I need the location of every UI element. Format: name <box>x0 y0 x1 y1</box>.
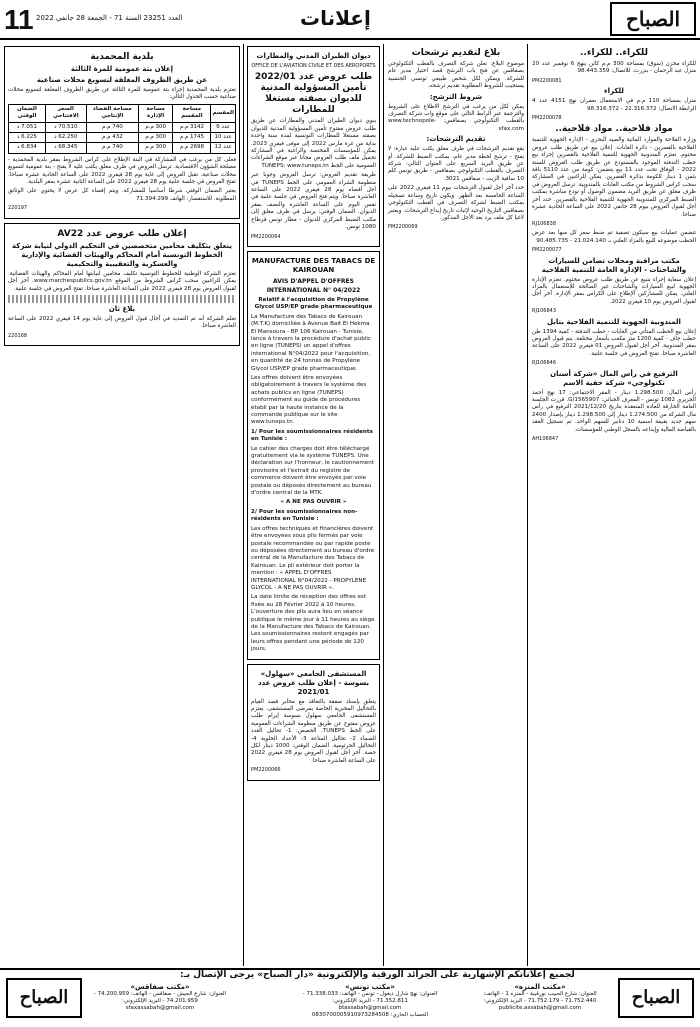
ad-text: طريقة تقديم العروض: ترسل العروض وجوبا عبر منظومة الشراء العمومي على الخط TUNEPS في أجل أقصاه يوم 28 فيفري 2022 على الساعة العاشرة صباحا. ويتم فتح العروض في جلسة علنية في نفس اليوم على الساعة العاشرة والنصف بمقر الديوان. الضمان الوقتي: يرسل في ظرف مغلق إلى مكتب الضبط المركزي للديوان - مطار تونس قرطاج 1080 تونس. <box>251 172 376 231</box>
office-details: العنوان: شارع الحبيب بورقيبة - المنزه 1 - الهاتف: 71.752.440 - 71.752.179 - البريد الإلكتروني: publicite.assabah@gmail.com <box>483 991 597 1011</box>
ad-ref: PM2200081 <box>532 77 562 84</box>
table-cell: 740 م.م <box>86 143 138 153</box>
table-cell: عدد 6 <box>211 122 236 132</box>
column-divider <box>243 44 244 966</box>
table-cell: 68.345 د <box>45 143 86 153</box>
ad-text: Les offres doivent être envoyées obligatoirement à travers le système des achats publics en ligne (TUNEPS) conformément au guide de procédures établi par la haute instance de la commande publique sur le site www.tuneps.tn. <box>251 374 367 426</box>
table-cell: عدد 12 <box>211 143 236 153</box>
mtk-subtitle: AVIS D'APPEL D'OFFRES INTERNATIONAL N° 04/2022 <box>266 277 361 294</box>
org-name-fr: OFFICE DE L'AVIATION CIVILE ET DES AEROPORTS <box>251 63 376 69</box>
ad-heading: طلب عروض عدد 2022/01 تأمين المسؤولية المدنية للديوان بصفته مستغلا للمطارات <box>254 72 373 116</box>
column-b <box>388 46 524 964</box>
tunisair-notice <box>4 223 240 346</box>
mohamedia-notice <box>4 46 240 219</box>
office-details: العنوان: نهج شارل ديغول - تونس - الهاتف: 71.338.033 - 71.352.811 - البريد الإلكتروني: btassabah@gmail.com <box>302 991 438 1011</box>
office-name: «مكتب المنزه» <box>514 983 566 991</box>
column-divider <box>527 44 528 966</box>
column-divider <box>383 44 384 966</box>
ad-heading: بلدية المحمدية <box>90 52 154 62</box>
table-cell: عدد 10 <box>211 133 236 143</box>
table-cell: 6.225 د <box>9 133 46 143</box>
mtk-title: MANUFACTURE DES TABACS DE KAIROUAN <box>251 256 376 274</box>
ad-ref: RJ106843 <box>532 308 557 315</box>
ad-text: يقع تقديم الترشحات في ظرف مغلق يكتب عليه عبارة: لا يفتح - ترشح لخطة مدير عام، بمكتب الضبط للشركة. أو عن طريق البريد السريع على العنوان التالي: شركة التصرف بالقطب التكنولوجي بصفاقس - طريق تونس كلم 10 ساقية الزيت - صفاقس 3021. <box>388 146 524 182</box>
table-row <box>9 143 236 153</box>
table-cell: 300 م.م <box>138 133 172 143</box>
ad-heading: مكتب مراقبة ومحلات تضامن للسيارات والشاحنات - الإدارة العامة للتنمية الفلاحية <box>541 256 687 274</box>
column-d <box>4 46 240 964</box>
table-header: مساحة الفضاء الإنتاجي <box>86 104 138 122</box>
ad-text: موضوع البلاغ: تعلن شركة التصرف بالقطب التكنولوجي بصفاقس عن فتح باب الترشح قصد اختيار مدير عام للشركة. ويمكن لكل شخص طبيعي تونسي الجنسية يستجيب للشروط المطلوبة تقديم ترشحه. <box>388 61 524 90</box>
lots-table <box>8 104 236 154</box>
ad-heading: يتعلق بتكليف محامين متخصصين في التحكيم الدولي لنيابة شركة الخطوط التونسية أمام المحاكم والهيئات القضائية والإدارية والعسكرية والتعقيبية والتحكيمية <box>12 241 232 268</box>
table-header: مساحة الإدارة <box>138 104 172 122</box>
section-title: إعلانات <box>300 6 371 30</box>
ad-subheading: بلاغ ثان <box>108 304 136 313</box>
office-name: «مكتب صفاقس» <box>130 983 190 991</box>
office-sfax <box>90 984 230 1012</box>
ad-text: منزل بمساحة 110 م.م في الاستعمال بعمران نهج 4151 عدد 4 الرابطة الاتصال: 22.316.372 - 98.316.372 <box>532 98 696 112</box>
table-cell: 3142 م.م <box>173 122 211 132</box>
mtk-object: Relatif à l'acquisition de Propylène Glycol USP/EP grade pharmaceutique <box>254 296 373 311</box>
table-cell: 2698 م.م <box>173 143 211 153</box>
ad-text: ينوي ديوان الطيران المدني والمطارات عن طريق طلب عروض مفتوح تأمين المسؤولية المدنية للديوان بصفته مستغلا للمطارات التونسية لمدة سنة واحدة بداية من غرة مارس 2022 إلى موفى فيفري 2023. يمكن للمؤسسات المختصة والراغبة في المشاركة تحميل ملف طلب العروض مجانا عبر موقع الشراءات العمومية على الخط TUNEPS: www.tuneps.tn <box>251 118 376 169</box>
table-header: مساحة المقسم <box>173 104 211 122</box>
table-cell: 70.510 د <box>45 122 86 132</box>
table-cell: 740 م.م <box>86 122 138 132</box>
ad-subheading: 1/ Pour les soumissionnaires résidents en Tunisie : <box>251 428 373 443</box>
footer-logo: الصباح <box>6 978 82 1018</box>
ad-text: حدد آخر أجل لقبول الترشحات بيوم 11 فيفري 2022 على الساعة الخامسة بعد الظهر. ويكون تاريخ وساعة تسجيله بمكتب الضبط لشركة التصرف في القطب التكنولوجي بصفاقس التاريخ الوحيد لإثبات تاريخ إيداع الترشحات. ويعتبر لاغيا كل ملف يرد بعد الأجل المذكور. <box>388 185 524 221</box>
table-cell: 432 م.م <box>86 133 138 143</box>
ad-ref: 220168 <box>8 332 28 339</box>
ad-subheading: 2/ Pour les soumissionnaires non-résidents en Tunisie : <box>251 508 358 523</box>
table-cell: 1745 م.م <box>173 133 211 143</box>
ad-text: Le cahier des charges doit être téléchargé gratuitement via le système TUNEPS. Une déclaration sur l'honneur, le cautionnement provisoire et l'extrait du registre de commerce doivent être envoyés par voie postale ou déposés directement au bureau d'ordre central de la MTK. <box>251 445 374 497</box>
ad-heading: بلاغ لتقديم ترشحات <box>411 48 501 58</box>
ad-heading: إعلان بتة عمومية للمرة الثالثة <box>70 65 174 73</box>
bank-account: الحساب الجاري: 0830700005910973284508 <box>311 1012 429 1018</box>
ad-ref: PM2200069 <box>388 224 418 231</box>
ad-heading: إعلان طلب عروض عدد AV22 <box>57 228 187 239</box>
office-name: «مكتب تونس» <box>345 983 395 991</box>
ad-ref: PM2200078 <box>532 115 562 122</box>
hospital-notice <box>247 664 380 781</box>
table-header: الضمان الوقتي <box>9 104 46 122</box>
ad-text: La date limite de réception des offres est fixée au 28 Février 2022 à 10 heures. L'ouverture des plis aura lieu en séance publique le même jour à 11 heures au siège de la Manufacture des Tabacs de Kairouan. Les soumissionnaires restent engagés par leurs offres pendant une période de 120 jours. <box>251 594 375 653</box>
ad-text: وزارة الفلاحة والموارد المائية والصيد البحري - الإدارة الجهوية للتنمية الفلاحية بالقصرين - دائرة الغابات. إعلان بيع عن طريق طلب عروض مختوم. تعتزم المندوبية الجهوية للتنمية الفلاحية بالقصرين إجراء بيع حطب التدفئة الموجود بالمستودع عن طريق طلب العروض للسنة 2022 - الوفاق تحت عدد 11 بيع يتضمن: كومة من عدد 5110 باقة بثمن 1 دينار للكومة بدائرة القصرين. يمكن للراغبين في المشاركة سحب كراس الشروط من مكتب الغابات بالمندوبية. ترسل العروض في ظرف مغلق عن طريق البريد مضمون الوصول أو تودع مباشرة بمكتب الضبط المركزي للمندوبية الجهوية للتنمية الفلاحية بالقصرين. حدد آخر أجل لقبول العروض بيوم 28 جانفي 2022 على الساعة الحادية عشرة صباحا. <box>532 137 696 218</box>
ad-heading: للكراء <box>604 87 624 96</box>
ad-text: للكراء مخزن (سوق) بمساحة 300 م.م كائن بنهج 6 نوفمبر عدد 20 منزل عبد الرحمان - بنزرت. للاتصال: 98.443.359 <box>532 61 696 75</box>
ad-text: تعتزم بلدية المحمدية إجراء بتة عمومية للمرة الثالثة عن طريق الظروف المغلقة لتسويغ محلات صناعية حسب الجدول التالي: <box>8 87 236 101</box>
table-cell: 300 م.م <box>138 143 172 153</box>
table-cell: 7.051 د <box>9 122 46 132</box>
ad-subheading: تقديم الترشحات: <box>426 135 486 144</box>
ad-ref: PM2200064 <box>251 233 281 240</box>
footer-logo: الصباح <box>618 978 694 1018</box>
ad-text: يعتبر الضمان الوقتي شرطا أساسيا للمشاركة. ويتم إقصاء كل عرض لا يحتوي على الوثائق المطلوبة. للاستفسار: الهاتف 71.394.299 <box>8 188 236 202</box>
ad-text: تتضمن عمليات بيع سيكون تصفية تم ضبط سعر كل منها بعد عرض الحطب موضوعه للبيع بالمزاد العلني بـ 21.024.140 - 90.485.735 <box>532 230 696 244</box>
column-a <box>532 46 696 964</box>
ad-mention: « A NE PAS OUVRIR » <box>280 499 347 506</box>
page-number: 11 <box>4 4 34 35</box>
office-details: العنوان: شارع الجيش - صفاقس - الهاتف: 74.200.959 - 74.201.959 - البريد الإلكتروني: sfaxassabah@gmail.com <box>93 991 227 1011</box>
org-name: ديوان الطيران المدني والمطارات <box>256 52 371 60</box>
ad-text: يمكن لكل من يرغب في الترشح الاطلاع على الشروط والترجمة عبر الرابط التالي على موقع واب شركة التصرف بالقطب التكنولوجي بصفاقس: www.technopole-sfax.com <box>388 103 524 132</box>
mtk-notice <box>247 251 380 660</box>
office-tunis <box>300 984 440 1019</box>
ad-text: رأس المال: 1.298.500 دينار - المقر الاجتماعي: 17 نهج أحمد الجزيري 1082 تونس - المعرف الجبائي: 1565907/G. قررت الجلسة العامة الخارقة للعادة المنعقدة بتاريخ 2021/12/20 الترفيع في رأس مال الشركة من 1.274.500 دينار إلى 1.298.500 دينار بإصدار 2400 سهم جديد بقيمة اسمية 10 دنانير للسهم الواحد. تم تسجيل العقد بالقباضة المالية وإيداعه بالسجل الوطني للمؤسسات. <box>532 389 696 433</box>
oaca-notice <box>247 46 380 247</box>
ad-ref: 220197 <box>8 205 28 212</box>
column-c <box>247 46 380 964</box>
ad-text: يتعلق بإسناد صفقة بالتعاقد مع مخابر قصد القيام بالتحاليل المخبرية الخاصة بمرضى المستشفى. يعتزم المستشفى الجامعي سهلول بسوسة إبرام طلب عروض مفتوح عن طريق منظومة الشراءات العمومية على الخط TUNEPS. الحصص: 1- تحاليل الغدد الصماء 2- تحاليل المناعة 3- الأعداد الخلوية 4- التحاليل الجرثومية. الضمان الوقتي: 1000 دينار لكل حصة. آخر أجل لقبول العروض يوم 28 فيفري 2022 على الساعة العاشرة صباحا. <box>251 698 376 764</box>
ad-text: إعلان بيع الحطب المتأتي من الغابات - حطب التدفئة - كمية 1394 طن حطب جاف - كمية 1200 متر مكعب بأسعار مختلفة. يتم قبول العروض بمقر المندوبية. آخر أجل لقبول العروض 01 فيفري 2022 على الساعة العاشرة صباحا. تفتح العروض في جلسة علنية. <box>532 328 696 357</box>
ad-text: فعلى كل من يرغب في المشاركة في البتة الإطلاع على كراس الشروط بمقر بلدية المحمدية - مصلحة الشؤون الاقتصادية. ترسل العروض في ظرف مغلق يكتب عليه لا يفتح - بتة عمومية لتسويغ محلات صناعية. تقبل العروض إلى غاية يوم 28 فيفري 2022 على الساعة الحادية عشرة صباحا. تفتح العروض في جلسة علنية يوم 28 فيفري 2022 على الساعة الثانية عشرة بمقر البلدية. <box>8 156 236 186</box>
ad-text: إعلان سعاية إجراء بتبيع عن طريق طلب عروض مختوم. تعتزم الإدارة الجهوية لبيع السيارات والشاحنات غير الصالحة للإستعمال بالمزاد العلني. يمكن للمشاركين الإطلاع على الكراس بمقر الإدارة. آخر أجل لقبول العروض يوم 10 فيفري 2022. <box>532 276 696 305</box>
newspaper-logo: الصباح <box>610 2 696 36</box>
ad-ref: PM2200066 <box>251 767 281 774</box>
footer-title: لجميع إعلاناتكم الإشهارية على الجرائد الورقية والإلكترونية «دار الصباح» يرجى الإتصال بـ: <box>180 970 575 980</box>
table-header: السعر الافتتاحي <box>45 104 86 122</box>
ad-heading: الترفيع في رأس المال «شركة أسنان تكنولوجي» شركة خفية الاسم <box>550 369 678 387</box>
ad-heading: عن طريق الظروف المغلقة لتسويغ محلات صناعية <box>36 76 208 84</box>
ad-text: تعلم الشركة أنه تم التمديد في آجال قبول العروض إلى غاية يوم 14 فيفري 2022 على الساعة العاشرة صباحا. <box>8 315 237 330</box>
table-row <box>9 122 236 132</box>
ad-ref: RJ106846 <box>532 360 557 367</box>
ad-subheading: شروط الترشح: <box>429 92 483 101</box>
ad-ref: RJ106838 <box>532 220 557 227</box>
ad-heading: المستشفى الجامعي «سهلول» بسوسة - إعلان طلب عروض عدد 2021/01 <box>257 669 369 696</box>
ad-heading: المندوبية الجهوية للتنمية الفلاحية بنابل <box>547 317 681 326</box>
issue-info: العدد 23251 السنة 71 - الجمعة 28 جانفي 2022 <box>36 14 183 22</box>
table-header: المقسم <box>211 104 236 122</box>
table-cell: 62.250 د <box>45 133 86 143</box>
ad-ref: AH106847 <box>532 436 559 443</box>
barcode-strip <box>8 295 236 303</box>
ad-text: تعتزم الشركة الوطنية للخطوط التونسية تكليف محامين لنيابتها أمام المحاكم والهيئات القضائية. يمكن للراغبين سحب كراس الشروط من الموقع www.marchespublics.gov.tn. آخر أجل لقبول العروض يوم 28 فيفري 2022 على الساعة العاشرة صباحا. تفتح العروض في جلسة علنية. <box>8 270 236 292</box>
ad-heading: للكراء.. للكراء.. <box>580 48 648 58</box>
ad-text: La Manufacture des Tabacs de Kairouan (M.T.K) domiciliée à Avenue Bait El Hekma El Mansoura - BP 106 Kairouan - Tunisie, lance à travers la procédure d'achat public en ligne (TUNEPS) un appel d'offres international N°04/2022 pour l'acquisition, en quantité de 24 tonnes de Propylène Glycol USP/EP grade pharmaceutique. <box>251 313 371 372</box>
table-row <box>9 133 236 143</box>
table-cell: 6.834 د <box>9 143 46 153</box>
table-cell: 300 م.م <box>138 122 172 132</box>
ad-ref: PM2200077 <box>532 247 562 254</box>
office-manzah <box>470 984 610 1012</box>
ad-heading: مواد فلاحية.. مواد فلاحية.. <box>555 124 673 135</box>
ad-text: Les offres techniques et financières doivent être envoyées sous plis fermés par voie postale recommandée ou par rapide poste ou déposées directement au bureau d'ordre central de la Manufacture des Tabacs de Kairouan. Le pli extérieur doit porter la mention : « APPEL D'OFFRES INTERNATIONAL N°04/2022 - PROPYLENE GLYCOL - A NE PAS OUVRIR ». <box>251 525 375 591</box>
